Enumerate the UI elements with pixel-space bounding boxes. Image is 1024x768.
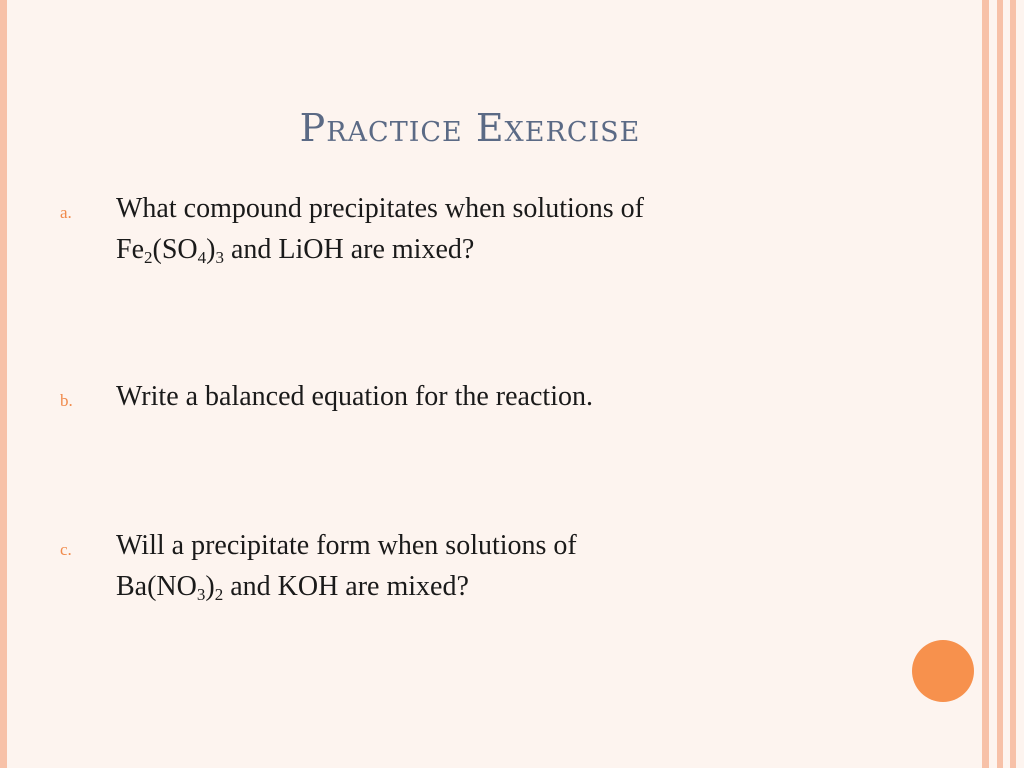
item-a-text bbox=[116, 188, 860, 278]
item-a-formula-sub2: 4 bbox=[197, 248, 207, 267]
item-a-formula-sub1: 2 bbox=[144, 248, 153, 267]
item-c-formula-part2: ) bbox=[205, 571, 215, 602]
item-c-formula-sub2: 2 bbox=[214, 585, 224, 604]
list-marker-a: a. bbox=[60, 203, 72, 222]
list-marker-b: b. bbox=[60, 391, 73, 410]
right-stripe-3 bbox=[1010, 0, 1016, 768]
list-marker-c: c. bbox=[60, 540, 72, 559]
right-stripe-2 bbox=[997, 0, 1003, 768]
item-b-text: Write a balanced equation for the reaction. bbox=[116, 381, 593, 412]
item-a-rest: and LiOH are mixed? bbox=[223, 234, 475, 265]
item-c-formula-sub1: 3 bbox=[196, 585, 206, 604]
item-a-formula-part2: (SO bbox=[152, 234, 198, 265]
right-decorative-stripes bbox=[978, 0, 1024, 768]
item-c-formula-part1: Ba(NO bbox=[116, 571, 197, 602]
item-c-line1: Will a precipitate form when solutions of bbox=[116, 530, 577, 561]
item-c-rest: and KOH are mixed? bbox=[223, 571, 469, 602]
right-stripe-1 bbox=[982, 0, 989, 768]
item-c-text bbox=[116, 525, 860, 615]
item-a-formula-sub3: 3 bbox=[215, 248, 224, 267]
list-item-a bbox=[60, 188, 860, 278]
item-a-formula-part1: Fe bbox=[116, 234, 144, 265]
item-a-line1: What compound precipitates when solutions of bbox=[116, 193, 644, 224]
slide-title: Practice Exercise bbox=[299, 106, 641, 150]
list-item-c bbox=[60, 525, 860, 615]
list-item-b bbox=[60, 376, 860, 417]
item-a-formula-part3: ) bbox=[206, 234, 216, 265]
decorative-circle bbox=[912, 640, 974, 702]
